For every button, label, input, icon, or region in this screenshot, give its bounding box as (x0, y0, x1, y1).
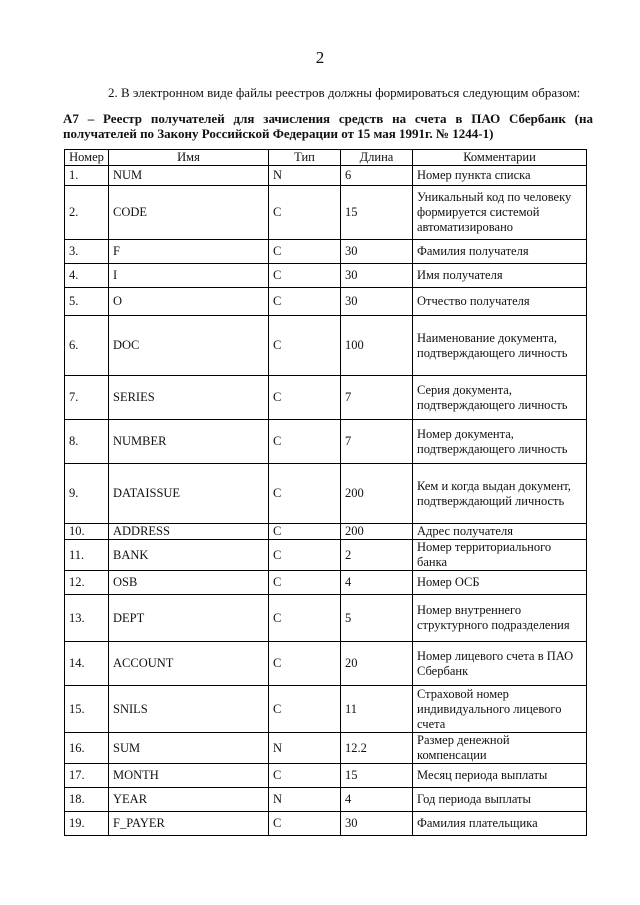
row-number: 10. (65, 524, 109, 540)
field-type: C (269, 264, 341, 288)
row-number: 4. (65, 264, 109, 288)
table-row (65, 733, 587, 764)
field-length: 2 (341, 540, 413, 571)
field-length: 7 (341, 420, 413, 464)
field-type: C (269, 420, 341, 464)
field-length: 200 (341, 524, 413, 540)
field-comment: Номер ОСБ (413, 571, 587, 595)
field-name: O (109, 288, 269, 316)
field-comment: Наименование документа, подтверждающего личность (413, 316, 587, 376)
table-row (65, 464, 587, 524)
field-length: 20 (341, 642, 413, 686)
field-comment: Фамилия получателя (413, 240, 587, 264)
field-comment: Имя получателя (413, 264, 587, 288)
row-number: 17. (65, 764, 109, 788)
table-row (65, 240, 587, 264)
field-comment: Серия документа, подтверждающего личность (413, 376, 587, 420)
row-number: 13. (65, 595, 109, 642)
field-comment: Отчество получателя (413, 288, 587, 316)
field-type: C (269, 642, 341, 686)
table-row (65, 376, 587, 420)
field-type: N (269, 788, 341, 812)
row-number: 9. (65, 464, 109, 524)
field-length: 100 (341, 316, 413, 376)
field-length: 15 (341, 764, 413, 788)
field-comment: Кем и когда выдан документ, подтверждающий личность (413, 464, 587, 524)
table-row (65, 316, 587, 376)
field-name: YEAR (109, 788, 269, 812)
field-comment: Размер денежной компенсации (413, 733, 587, 764)
table-row (65, 540, 587, 571)
header-comment: Комментарии (413, 150, 587, 166)
field-length: 30 (341, 240, 413, 264)
field-name: CODE (109, 186, 269, 240)
field-type: C (269, 240, 341, 264)
field-length: 11 (341, 686, 413, 733)
field-length: 4 (341, 788, 413, 812)
registry-heading: А7 – Реестр получателей для зачисления средств на счета в ПАО Сбербанк (на получателей по Закону Российской Федерации от 15 мая 1991г. № 1244-1) (63, 111, 593, 141)
row-number: 16. (65, 733, 109, 764)
table-row (65, 524, 587, 540)
field-type: C (269, 316, 341, 376)
field-type: C (269, 288, 341, 316)
row-number: 3. (65, 240, 109, 264)
field-comment: Номер внутреннего структурного подразделения (413, 595, 587, 642)
field-type: C (269, 686, 341, 733)
table-row (65, 764, 587, 788)
row-number: 15. (65, 686, 109, 733)
field-comment: Номер лицевого счета в ПАО Сбербанк (413, 642, 587, 686)
field-name: ACCOUNT (109, 642, 269, 686)
table-row (65, 288, 587, 316)
field-name: F (109, 240, 269, 264)
row-number: 19. (65, 812, 109, 836)
field-name: F_PAYER (109, 812, 269, 836)
row-number: 8. (65, 420, 109, 464)
field-comment: Уникальный код по человеку формируется системой автоматизировано (413, 186, 587, 240)
field-length: 200 (341, 464, 413, 524)
field-comment: Фамилия плательщика (413, 812, 587, 836)
field-type: C (269, 571, 341, 595)
table-row (65, 642, 587, 686)
table-row (65, 686, 587, 733)
table-row (65, 571, 587, 595)
registry-table (64, 149, 587, 836)
header-type: Тип (269, 150, 341, 166)
table-header-row (65, 150, 587, 166)
field-type: C (269, 540, 341, 571)
field-comment: Страховой номер индивидуального лицевого счета (413, 686, 587, 733)
row-number: 14. (65, 642, 109, 686)
header-num: Номер (65, 150, 109, 166)
field-type: C (269, 524, 341, 540)
row-number: 6. (65, 316, 109, 376)
row-number: 7. (65, 376, 109, 420)
field-length: 30 (341, 288, 413, 316)
field-name: NUMBER (109, 420, 269, 464)
field-name: OSB (109, 571, 269, 595)
field-length: 5 (341, 595, 413, 642)
field-name: SNILS (109, 686, 269, 733)
header-length: Длина (341, 150, 413, 166)
field-type: C (269, 595, 341, 642)
field-length: 7 (341, 376, 413, 420)
field-length: 4 (341, 571, 413, 595)
intro-text: 2. В электронном виде файлы реестров должны формироваться следующим образом: (108, 85, 581, 100)
table-row (65, 788, 587, 812)
field-name: DOC (109, 316, 269, 376)
table-row (65, 264, 587, 288)
table-row (65, 186, 587, 240)
field-name: DATAISSUE (109, 464, 269, 524)
field-type: C (269, 186, 341, 240)
field-length: 15 (341, 186, 413, 240)
field-name: ADDRESS (109, 524, 269, 540)
header-name: Имя (109, 150, 269, 166)
field-length: 6 (341, 166, 413, 186)
field-type: C (269, 464, 341, 524)
row-number: 12. (65, 571, 109, 595)
field-type: C (269, 376, 341, 420)
field-comment: Номер документа, подтверждающего личность (413, 420, 587, 464)
field-comment: Номер территориального банка (413, 540, 587, 571)
table-row (65, 595, 587, 642)
field-comment: Месяц периода выплаты (413, 764, 587, 788)
table-row (65, 166, 587, 186)
field-name: SERIES (109, 376, 269, 420)
row-number: 11. (65, 540, 109, 571)
field-length: 30 (341, 812, 413, 836)
field-length: 12.2 (341, 733, 413, 764)
field-name: DEPT (109, 595, 269, 642)
field-type: C (269, 812, 341, 836)
field-comment: Номер пункта списка (413, 166, 587, 186)
field-type: N (269, 166, 341, 186)
field-name: SUM (109, 733, 269, 764)
row-number: 2. (65, 186, 109, 240)
field-name: BANK (109, 540, 269, 571)
field-name: NUM (109, 166, 269, 186)
table-row (65, 420, 587, 464)
field-comment: Год периода выплаты (413, 788, 587, 812)
row-number: 5. (65, 288, 109, 316)
page-number: 2 (315, 48, 325, 67)
field-name: I (109, 264, 269, 288)
field-name: MONTH (109, 764, 269, 788)
row-number: 1. (65, 166, 109, 186)
field-type: C (269, 764, 341, 788)
field-type: N (269, 733, 341, 764)
field-comment: Адрес получателя (413, 524, 587, 540)
table-row (65, 812, 587, 836)
row-number: 18. (65, 788, 109, 812)
field-length: 30 (341, 264, 413, 288)
